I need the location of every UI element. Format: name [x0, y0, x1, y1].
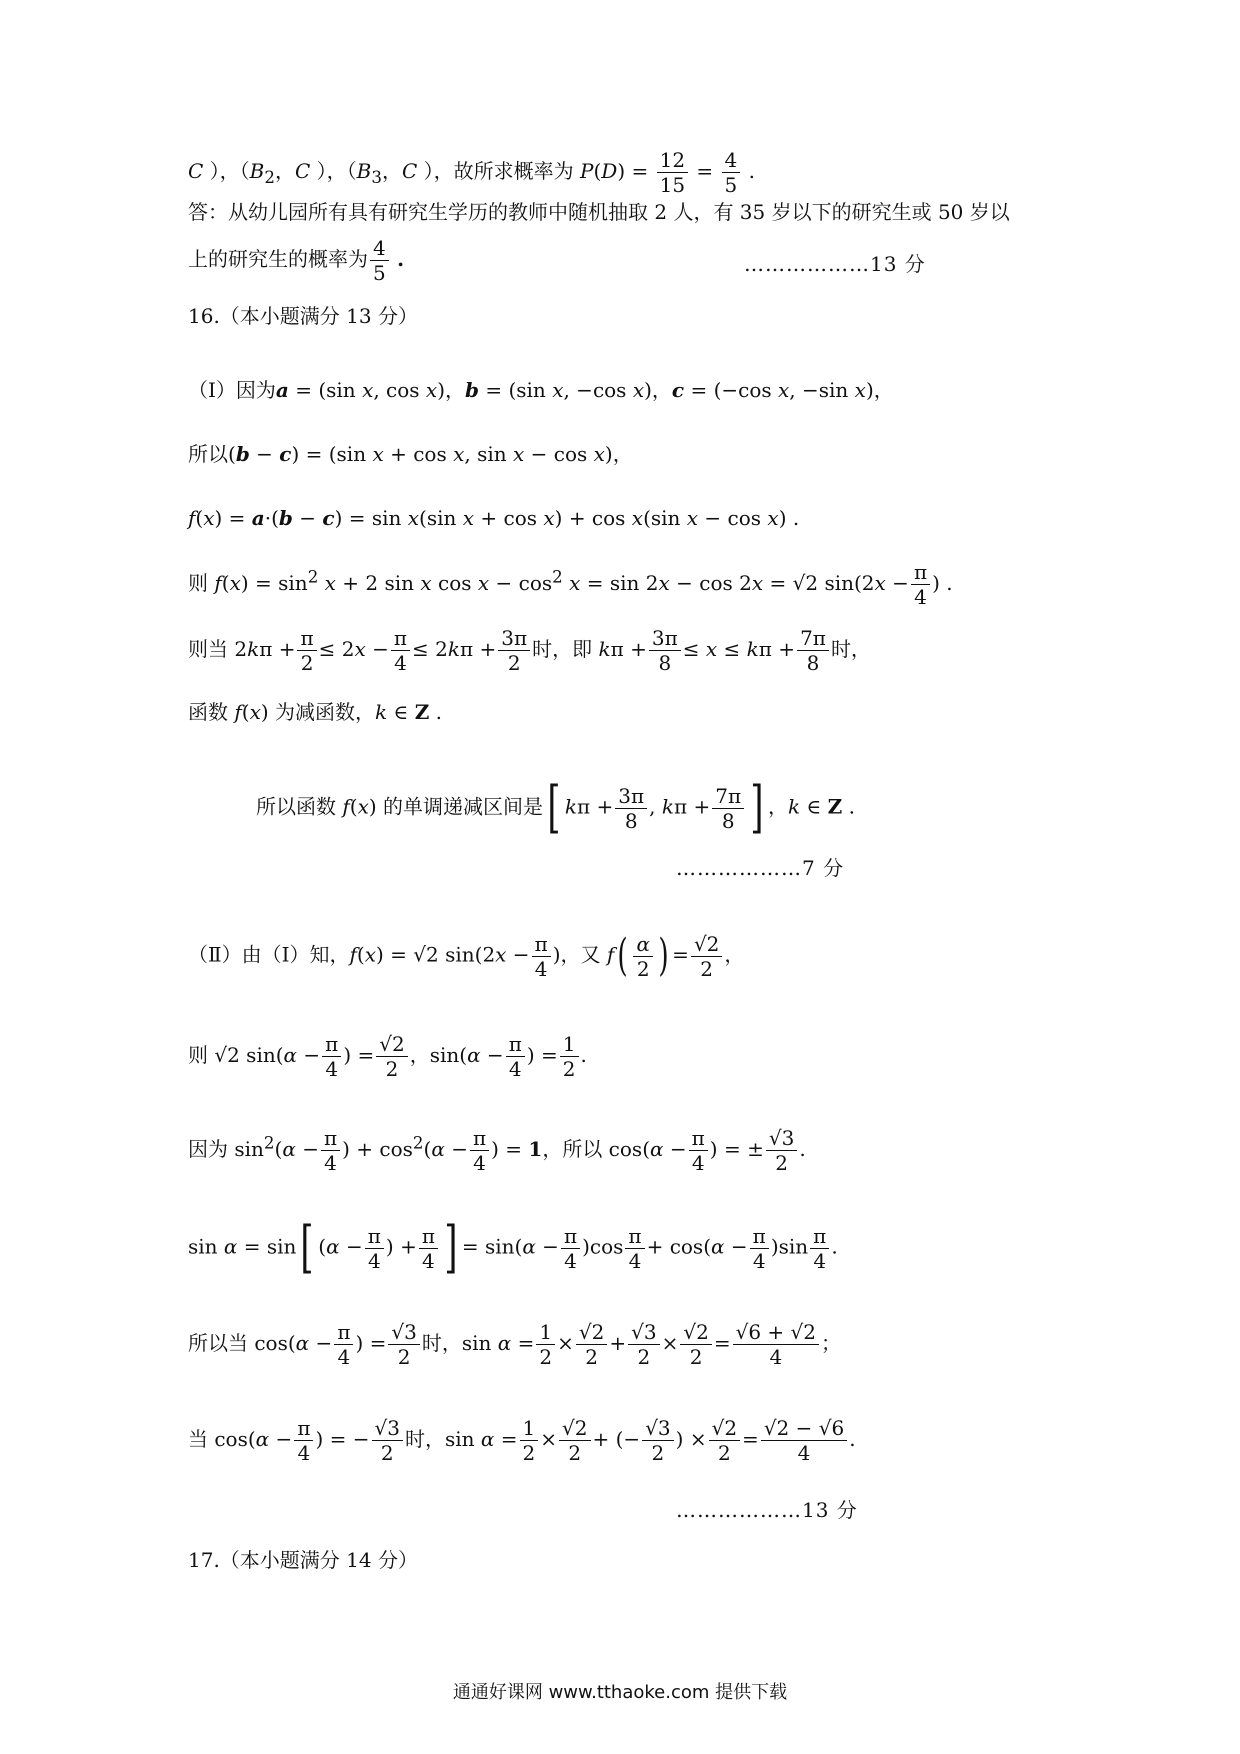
text-line: 函数 f(x) 为减函数，k ∈ Z .	[188, 700, 443, 724]
score-marker: ………………13 分	[676, 1498, 858, 1522]
text-line: 因为 $\sin^2(\alpha$ − $\frac{\pi}{4}$ ) + $\cos^2(\alpha$ − $\frac{\pi}{4}$ ) = 1，所以 cos(α − $\frac{\pi}{4}$ ) = ± $\frac{√3}{2}$ .	[188, 1126, 806, 1175]
text-line: 则 $f(x) = \sin^2 x + 2$ sin x $\cos x - \cos^2 x = \sin 2x - \cos 2x = √2$ sin(2x − $\frac{\pi}{4}$ ) .	[188, 560, 953, 609]
text-line: sin α = sin[ (α − $\frac{\pi}{4}$ ) + $\frac{\pi}{4}$ ] = sin(α − $\frac{\pi}{4}$ )cos $\frac{\pi}{4}$ + cos(α − $\frac{\pi}{4}$ )sin $\frac{\pi}{4}$ .	[188, 1215, 838, 1280]
text-line: （Ⅱ）由（Ⅰ）知，f(x) = √2 sin(2x − $\frac{\pi}{4}$ )，又 f( $\frac{\alpha}{2}$ ) = $\frac{√2}{2}$ ，	[188, 930, 745, 981]
text-line: 所以函数 f(x) 的单调递减区间是[ kπ + $\frac{3\pi}{8}$ , kπ + $\frac{7\pi}{8}$ ] ，k ∈ Z .	[256, 775, 855, 840]
text-line: 当 cos(α − $\frac{\pi}{4}$ ) = − $\frac{√3}{2}$ 时，sin α = $\frac{1}{2}$ × $\frac{√2}{2}$ + (− $\frac{√3}{2}$ ) × $\frac{√2}{2}$ = $\frac{√2 - √6}{4}$ .	[188, 1416, 856, 1465]
text-line: 上的研究生的概率为 $\frac{4}{5}$ .	[188, 236, 405, 285]
text-line: C ），（$B_2$，C ），（$B_3$，C ），故所求概率为 P(D) = $\frac{12}{15}$ = $\frac{4}{5}$ .	[188, 148, 755, 197]
text-line: 则 √2 sin(α − $\frac{\pi}{4}$ ) = $\frac{√2}{2}$ ，sin(α − $\frac{\pi}{4}$ ) = $\frac{1}{2}$ .	[188, 1032, 587, 1081]
question-heading: 17.（本小题满分 14 分）	[188, 1548, 418, 1572]
text-line: 所以当 cos(α − $\frac{\pi}{4}$ ) = $\frac{√3}{2}$ 时，sin α = $\frac{1}{2}$ × $\frac{√2}{2}$ + $\frac{√3}{2}$ × $\frac{√2}{2}$ = $\frac{√6 + √2}{4}$ ；	[188, 1320, 842, 1369]
footer-source: 通通好课网 www.tthaoke.com 提供下载	[452, 1682, 788, 1703]
question-heading: 16.（本小题满分 13 分）	[188, 304, 418, 328]
text-line: （Ⅰ）因为a = (sin x, cos x)，b = (sin x, −cos x)，c = (−cos x, −sin x)，	[188, 378, 894, 402]
answer-line: 答：从幼儿园所有具有研究生学历的教师中随机抽取 2 人，有 35 岁以下的研究生或 50 岁以	[188, 200, 1010, 224]
text-line: 所以(b − c) = (sin x + cos x, sin x − cos x)，	[188, 442, 633, 466]
score-marker: ………………7 分	[676, 856, 845, 880]
text-line: 则当 2kπ + $\frac{\pi}{2}$ ≤ 2x − $\frac{\pi}{4}$ ≤ 2kπ + $\frac{3\pi}{2}$ 时，即 kπ + $\frac{3\pi}{8}$ ≤ x ≤ kπ + $\frac{7\pi}{8}$ 时，	[188, 626, 871, 675]
score-marker: ………………13 分	[744, 252, 926, 276]
text-line: f(x) = a·(b − c) = sin x(sin x + cos x) + cos x(sin x − cos x) .	[188, 506, 800, 530]
